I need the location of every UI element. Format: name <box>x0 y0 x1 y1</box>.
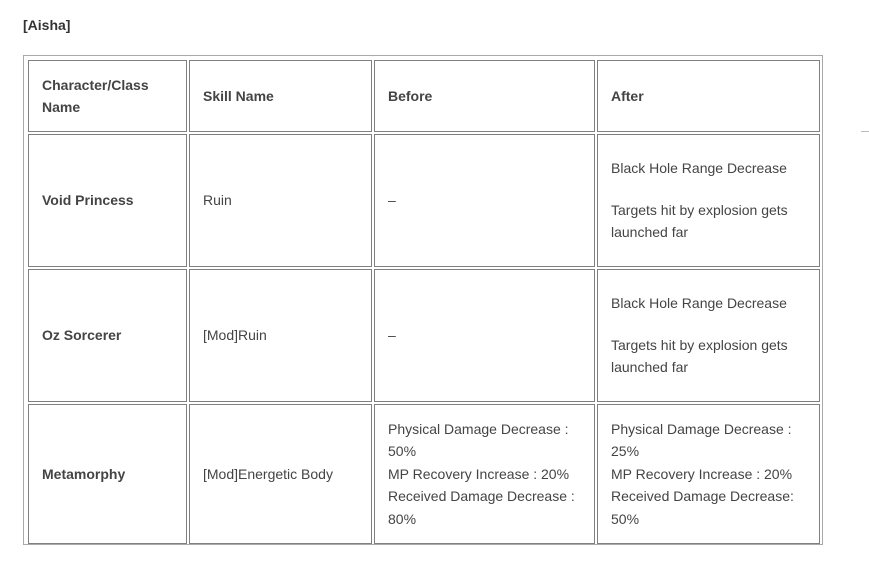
before-line: – <box>388 327 396 344</box>
skill-change-table <box>26 58 822 546</box>
after-line: MP Recovery Increase : 20% <box>611 465 793 482</box>
after-paragraph: Targets hit by explosion gets launched far <box>611 336 788 376</box>
row-class-name: Metamorphy <box>28 404 187 544</box>
after-paragraph: Targets hit by explosion gets launched far <box>611 201 788 241</box>
header-skill-name: Skill Name <box>189 60 372 132</box>
row-after <box>597 269 820 402</box>
after-line: Received Damage Decrease: 50% <box>611 488 794 527</box>
table-row <box>28 404 820 544</box>
row-class-name: Void Princess <box>28 134 187 267</box>
before-line: Received Damage Decrease : 80% <box>388 488 575 527</box>
before-line: – <box>388 192 396 209</box>
row-after <box>597 134 820 267</box>
row-class-name: Oz Sorcerer <box>28 269 187 402</box>
table-row <box>28 134 820 267</box>
row-skill-name: [Mod]Energetic Body <box>189 404 372 544</box>
after-paragraph: Black Hole Range Decrease <box>611 295 787 312</box>
after-line: Physical Damage Decrease : 25% <box>611 420 792 460</box>
row-before <box>374 404 595 544</box>
table-header-row <box>28 60 820 132</box>
row-before <box>374 269 595 402</box>
header-before: Before <box>374 60 595 132</box>
page-divider-mark <box>861 131 869 132</box>
before-line: MP Recovery Increase : 20% <box>388 465 570 482</box>
row-skill-name: [Mod]Ruin <box>189 269 372 402</box>
section-title: [Aisha] <box>23 17 71 33</box>
table-row <box>28 269 820 402</box>
row-after <box>597 404 820 544</box>
row-before <box>374 134 595 267</box>
header-class-name: Character/Class Name <box>28 60 187 132</box>
before-line: Physical Damage Decrease : 50% <box>388 420 569 460</box>
row-skill-name: Ruin <box>189 134 372 267</box>
skill-change-table-frame <box>23 55 823 545</box>
header-after: After <box>597 60 820 132</box>
after-paragraph: Black Hole Range Decrease <box>611 160 787 177</box>
